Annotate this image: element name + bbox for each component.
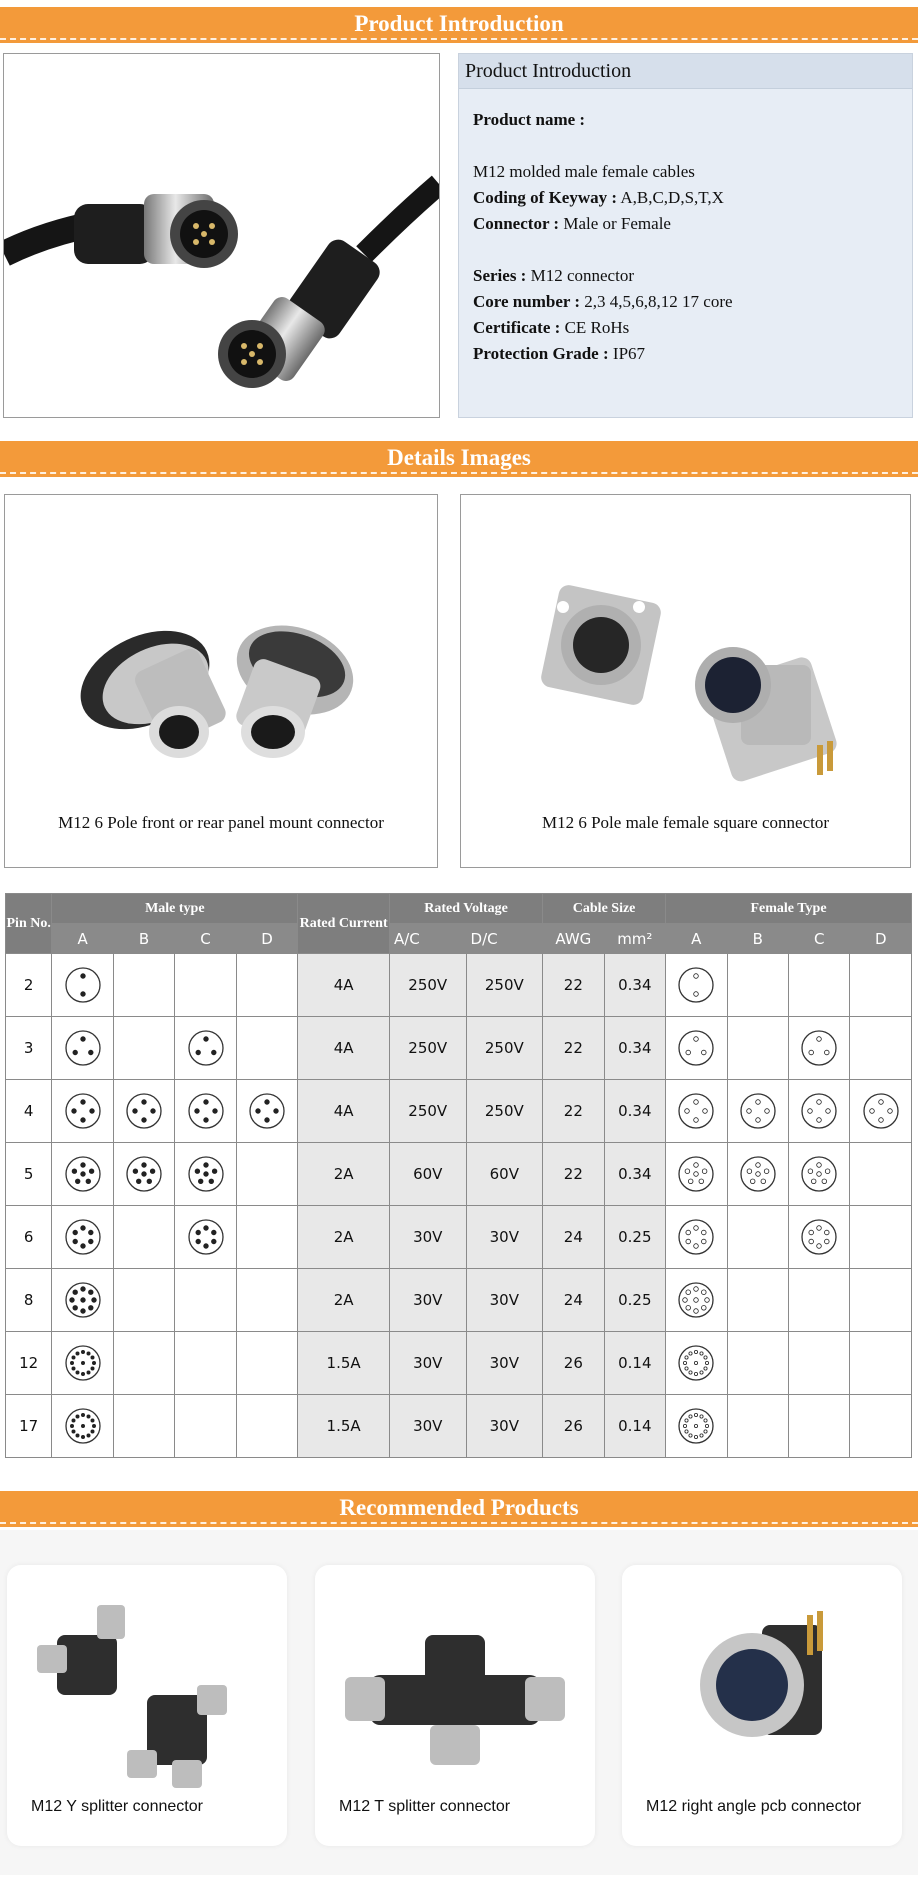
- y-splitter-image: [7, 1565, 287, 1795]
- banner-divider: [0, 38, 918, 40]
- cable-awg: 26: [543, 1395, 604, 1458]
- header-male-b: B: [113, 924, 174, 954]
- voltage-ac: 250V: [389, 954, 466, 1017]
- male-type-cell: [52, 1332, 113, 1395]
- female-type-cell: [850, 954, 912, 1017]
- pin-diagram-icon: [676, 1277, 716, 1323]
- header-female-d: D: [850, 924, 912, 954]
- pin-diagram-icon: [738, 1088, 778, 1134]
- voltage-ac: 250V: [389, 1017, 466, 1080]
- female-type-cell: [789, 1143, 850, 1206]
- recommended-card-t-splitter[interactable]: [315, 1565, 595, 1846]
- cable-mm2: 0.14: [604, 1332, 665, 1395]
- pin-count: 12: [6, 1332, 52, 1395]
- male-type-cell: [175, 1017, 236, 1080]
- male-type-cell: [236, 1269, 298, 1332]
- female-type-cell: [727, 1143, 788, 1206]
- female-type-cell: [850, 1206, 912, 1269]
- cable-awg: 22: [543, 954, 604, 1017]
- rated-current: 4A: [298, 954, 390, 1017]
- info-row-series: Series : M12 connector: [473, 266, 634, 285]
- detail-card-panel-mount: [4, 494, 438, 868]
- male-type-cell: [113, 1269, 174, 1332]
- male-type-cell: [236, 1143, 298, 1206]
- pin-count: 3: [6, 1017, 52, 1080]
- cable-awg: 24: [543, 1206, 604, 1269]
- cable-awg: 26: [543, 1332, 604, 1395]
- pin-diagram-icon: [676, 962, 716, 1008]
- info-row-core-number: Core number : 2,3 4,5,6,8,12 17 core: [473, 292, 733, 311]
- pin-count: 6: [6, 1206, 52, 1269]
- header-male-a: A: [52, 924, 113, 954]
- male-type-cell: [113, 1332, 174, 1395]
- spec-row: [6, 1332, 912, 1395]
- male-type-cell: [236, 1395, 298, 1458]
- banner-divider: [0, 1522, 918, 1524]
- pin-diagram-icon: [799, 1025, 839, 1071]
- header-awg: AWG: [543, 924, 604, 954]
- header-mm2: mm²: [604, 924, 665, 954]
- cable-awg: 24: [543, 1269, 604, 1332]
- info-row-certificate: Certificate : CE RoHs: [473, 318, 630, 337]
- pin-diagram-icon: [63, 1088, 103, 1134]
- female-type-cell: [666, 1143, 727, 1206]
- banner-divider: [0, 472, 918, 474]
- female-type-cell: [850, 1332, 912, 1395]
- recommended-label[interactable]: M12 right angle pcb connector: [646, 1798, 862, 1815]
- female-type-cell: [666, 1017, 727, 1080]
- male-type-cell: [175, 1143, 236, 1206]
- voltage-ac: 30V: [389, 1395, 466, 1458]
- female-type-cell: [727, 1206, 788, 1269]
- spec-row: [6, 1395, 912, 1458]
- voltage-dc: 250V: [466, 1017, 543, 1080]
- female-type-cell: [666, 1080, 727, 1143]
- voltage-dc: 30V: [466, 1332, 543, 1395]
- male-type-cell: [52, 1143, 113, 1206]
- female-type-cell: [850, 1017, 912, 1080]
- voltage-dc: 250V: [466, 1080, 543, 1143]
- recommended-label[interactable]: M12 Y splitter connector: [31, 1798, 203, 1815]
- pin-count: 8: [6, 1269, 52, 1332]
- cable-awg: 22: [543, 1143, 604, 1206]
- recommended-label[interactable]: M12 T splitter connector: [339, 1798, 511, 1815]
- male-type-cell: [113, 954, 174, 1017]
- rated-current: 1.5A: [298, 1332, 390, 1395]
- header-male-type: Male type: [52, 894, 298, 924]
- female-type-cell: [789, 1017, 850, 1080]
- male-type-cell: [236, 1332, 298, 1395]
- pin-diagram-icon: [676, 1214, 716, 1260]
- male-type-cell: [113, 1080, 174, 1143]
- female-type-cell: [789, 1269, 850, 1332]
- female-type-cell: [727, 1395, 788, 1458]
- voltage-dc: 250V: [466, 954, 543, 1017]
- t-splitter-image: [315, 1565, 595, 1795]
- section-banner-product-introduction: [0, 7, 918, 43]
- cable-mm2: 0.14: [604, 1395, 665, 1458]
- header-rated-current: Rated Current: [298, 894, 390, 954]
- info-heading: Product Introduction: [459, 54, 912, 89]
- male-type-cell: [52, 1206, 113, 1269]
- pin-diagram-icon: [63, 1277, 103, 1323]
- pin-diagram-icon: [676, 1151, 716, 1197]
- voltage-ac: 30V: [389, 1332, 466, 1395]
- female-type-cell: [789, 1206, 850, 1269]
- info-row-connector: Connector : Male or Female: [473, 214, 671, 233]
- square-connector-image: [461, 495, 910, 795]
- info-row-product-name: Product name :: [473, 110, 586, 129]
- male-type-cell: [52, 1080, 113, 1143]
- header-dc: D/C: [466, 924, 543, 954]
- male-type-cell: [113, 1143, 174, 1206]
- info-row-protection: Protection Grade : IP67: [473, 344, 646, 363]
- male-type-cell: [113, 1206, 174, 1269]
- pin-count: 5: [6, 1143, 52, 1206]
- pin-diagram-icon: [124, 1088, 164, 1134]
- female-type-cell: [727, 1017, 788, 1080]
- female-type-cell: [789, 1080, 850, 1143]
- section-banner-details-images: [0, 441, 918, 477]
- pin-diagram-icon: [676, 1088, 716, 1134]
- recommended-card-right-angle[interactable]: [622, 1565, 902, 1846]
- male-type-cell: [52, 1269, 113, 1332]
- pin-diagram-icon: [63, 1214, 103, 1260]
- female-type-cell: [666, 1395, 727, 1458]
- rated-current: 4A: [298, 1017, 390, 1080]
- rated-current: 2A: [298, 1143, 390, 1206]
- detail-caption: M12 6 Pole male female square connector: [541, 813, 829, 832]
- voltage-dc: 60V: [466, 1143, 543, 1206]
- male-type-cell: [52, 954, 113, 1017]
- cable-mm2: 0.34: [604, 954, 665, 1017]
- pin-diagram-icon: [799, 1214, 839, 1260]
- female-type-cell: [666, 954, 727, 1017]
- pin-diagram-icon: [63, 1340, 103, 1386]
- pin-diagram-icon: [799, 1151, 839, 1197]
- cable-awg: 22: [543, 1017, 604, 1080]
- pin-diagram-icon: [186, 1214, 226, 1260]
- male-type-cell: [113, 1395, 174, 1458]
- male-type-cell: [175, 1269, 236, 1332]
- section-banner-recommended: [0, 1491, 918, 1527]
- header-cable-size: Cable Size: [543, 894, 666, 924]
- female-type-cell: [727, 1269, 788, 1332]
- pin-diagram-icon: [63, 1403, 103, 1449]
- rated-current: 2A: [298, 1206, 390, 1269]
- header-ac: A/C: [389, 924, 466, 954]
- female-type-cell: [789, 1395, 850, 1458]
- info-rows: [459, 89, 912, 367]
- male-type-cell: [236, 954, 298, 1017]
- pin-diagram-icon: [799, 1088, 839, 1134]
- voltage-ac: 30V: [389, 1206, 466, 1269]
- spec-table: [5, 893, 912, 1458]
- male-type-cell: [175, 1395, 236, 1458]
- cable-awg: 22: [543, 1080, 604, 1143]
- right-angle-pcb-image: [622, 1565, 902, 1795]
- male-type-cell: [175, 1080, 236, 1143]
- cable-mm2: 0.34: [604, 1017, 665, 1080]
- voltage-ac: 250V: [389, 1080, 466, 1143]
- detail-card-square-connector: [460, 494, 911, 868]
- header-rated-voltage: Rated Voltage: [389, 894, 542, 924]
- rated-current: 1.5A: [298, 1395, 390, 1458]
- male-type-cell: [113, 1017, 174, 1080]
- female-type-cell: [850, 1080, 912, 1143]
- female-type-cell: [850, 1395, 912, 1458]
- pin-count: 4: [6, 1080, 52, 1143]
- pin-diagram-icon: [738, 1151, 778, 1197]
- m12-cable-image: [4, 54, 439, 417]
- female-type-cell: [666, 1269, 727, 1332]
- pin-diagram-icon: [676, 1025, 716, 1071]
- pin-diagram-icon: [186, 1151, 226, 1197]
- female-type-cell: [727, 1080, 788, 1143]
- panel-mount-connector-image: [5, 495, 437, 795]
- rated-current: 4A: [298, 1080, 390, 1143]
- product-photo: [3, 53, 440, 418]
- pin-diagram-icon: [676, 1403, 716, 1449]
- pin-diagram-icon: [63, 962, 103, 1008]
- female-type-cell: [850, 1143, 912, 1206]
- voltage-ac: 60V: [389, 1143, 466, 1206]
- header-male-c: C: [175, 924, 236, 954]
- rated-current: 2A: [298, 1269, 390, 1332]
- female-type-cell: [727, 1332, 788, 1395]
- female-type-cell: [789, 954, 850, 1017]
- male-type-cell: [236, 1206, 298, 1269]
- male-type-cell: [175, 954, 236, 1017]
- header-female-type: Female Type: [666, 894, 912, 924]
- detail-caption: M12 6 Pole front or rear panel mount connector: [58, 813, 384, 832]
- female-type-cell: [727, 954, 788, 1017]
- female-type-cell: [666, 1206, 727, 1269]
- female-type-cell: [850, 1269, 912, 1332]
- header-female-c: C: [789, 924, 850, 954]
- male-type-cell: [236, 1017, 298, 1080]
- pin-diagram-icon: [124, 1151, 164, 1197]
- pin-diagram-icon: [63, 1151, 103, 1197]
- header-female-b: B: [727, 924, 788, 954]
- pin-diagram-icon: [186, 1025, 226, 1071]
- spec-row: [6, 1080, 912, 1143]
- female-type-cell: [789, 1332, 850, 1395]
- pin-diagram-icon: [247, 1088, 287, 1134]
- info-row-keyway: Coding of Keyway : A,B,C,D,S,T,X: [473, 188, 724, 207]
- info-row-product-name-value: M12 molded male female cables: [473, 162, 695, 181]
- header-pin-no: Pin No.: [6, 894, 52, 954]
- pin-diagram-icon: [63, 1025, 103, 1071]
- pin-count: 17: [6, 1395, 52, 1458]
- banner-title: Recommended Products: [339, 1495, 579, 1520]
- voltage-ac: 30V: [389, 1269, 466, 1332]
- header-female-a: A: [666, 924, 727, 954]
- pin-diagram-icon: [186, 1088, 226, 1134]
- product-info-panel: [458, 53, 913, 418]
- spec-row: [6, 954, 912, 1017]
- pin-diagram-icon: [676, 1340, 716, 1386]
- female-type-cell: [666, 1332, 727, 1395]
- spec-row: [6, 1269, 912, 1332]
- banner-title: Details Images: [387, 445, 531, 470]
- cable-mm2: 0.25: [604, 1269, 665, 1332]
- voltage-dc: 30V: [466, 1269, 543, 1332]
- male-type-cell: [52, 1017, 113, 1080]
- pin-diagram-icon: [861, 1088, 901, 1134]
- header-male-d: D: [236, 924, 298, 954]
- voltage-dc: 30V: [466, 1206, 543, 1269]
- male-type-cell: [236, 1080, 298, 1143]
- pin-count: 2: [6, 954, 52, 1017]
- spec-row: [6, 1017, 912, 1080]
- cable-mm2: 0.34: [604, 1080, 665, 1143]
- cable-mm2: 0.25: [604, 1206, 665, 1269]
- cable-mm2: 0.34: [604, 1143, 665, 1206]
- spec-row: [6, 1206, 912, 1269]
- banner-title: Product Introduction: [354, 11, 564, 36]
- recommended-card-y-splitter[interactable]: [7, 1565, 287, 1846]
- voltage-dc: 30V: [466, 1395, 543, 1458]
- male-type-cell: [175, 1332, 236, 1395]
- spec-row: [6, 1143, 912, 1206]
- male-type-cell: [175, 1206, 236, 1269]
- male-type-cell: [52, 1395, 113, 1458]
